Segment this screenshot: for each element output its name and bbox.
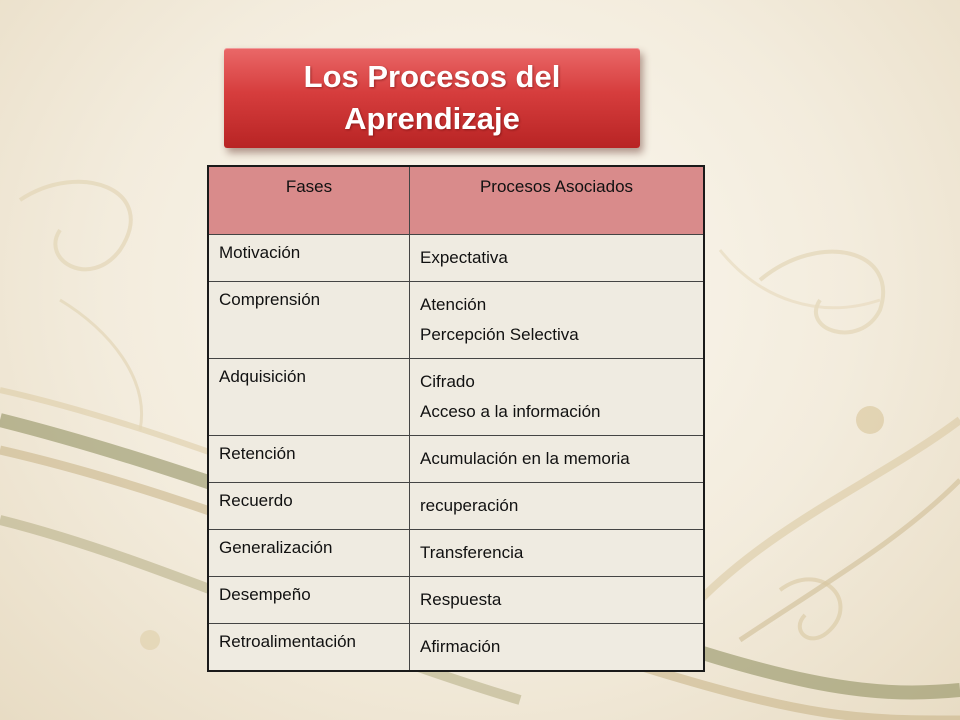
fase-cell: Generalización bbox=[208, 530, 410, 577]
procesos-cell bbox=[410, 436, 705, 483]
table-row bbox=[208, 359, 704, 436]
proceso-text: Cifrado bbox=[420, 372, 475, 391]
learning-phases-table bbox=[207, 165, 705, 672]
fase-cell: Desempeño bbox=[208, 577, 410, 624]
header-fases: Fases bbox=[208, 166, 410, 235]
table-row bbox=[208, 624, 704, 672]
slide-title-line1: Los Procesos del bbox=[303, 59, 561, 94]
proceso-text: Acceso a la información bbox=[420, 402, 601, 421]
procesos-cell bbox=[410, 577, 705, 624]
table-row bbox=[208, 577, 704, 624]
fase-cell: Adquisición bbox=[208, 359, 410, 436]
procesos-cell bbox=[410, 530, 705, 577]
procesos-cell bbox=[410, 624, 705, 672]
fase-cell: Motivación bbox=[208, 235, 410, 282]
table-header-row bbox=[208, 166, 704, 235]
proceso-text: Afirmación bbox=[420, 637, 501, 656]
table-row bbox=[208, 436, 704, 483]
table-row bbox=[208, 530, 704, 577]
procesos-cell bbox=[410, 235, 705, 282]
fase-cell: Comprensión bbox=[208, 282, 410, 359]
fase-cell: Retención bbox=[208, 436, 410, 483]
proceso-text: Acumulación en la memoria bbox=[420, 449, 630, 468]
slide-title-banner bbox=[224, 48, 640, 148]
fase-cell: Recuerdo bbox=[208, 483, 410, 530]
proceso-text: Expectativa bbox=[420, 248, 508, 267]
proceso-text: Atención bbox=[420, 295, 487, 314]
procesos-cell bbox=[410, 359, 705, 436]
slide-title bbox=[267, 56, 597, 140]
header-procesos-asociados: Procesos Asociados bbox=[410, 166, 705, 235]
table-row bbox=[208, 235, 704, 282]
table-row bbox=[208, 483, 704, 530]
table-row bbox=[208, 282, 704, 359]
fase-cell: Retroalimentación bbox=[208, 624, 410, 672]
procesos-cell bbox=[410, 282, 705, 359]
proceso-text: recuperación bbox=[420, 496, 519, 515]
procesos-cell bbox=[410, 483, 705, 530]
proceso-text: Respuesta bbox=[420, 590, 502, 609]
slide-title-line2: Aprendizaje bbox=[344, 101, 520, 136]
proceso-text: Transferencia bbox=[420, 543, 524, 562]
proceso-text: Percepción Selectiva bbox=[420, 325, 579, 344]
